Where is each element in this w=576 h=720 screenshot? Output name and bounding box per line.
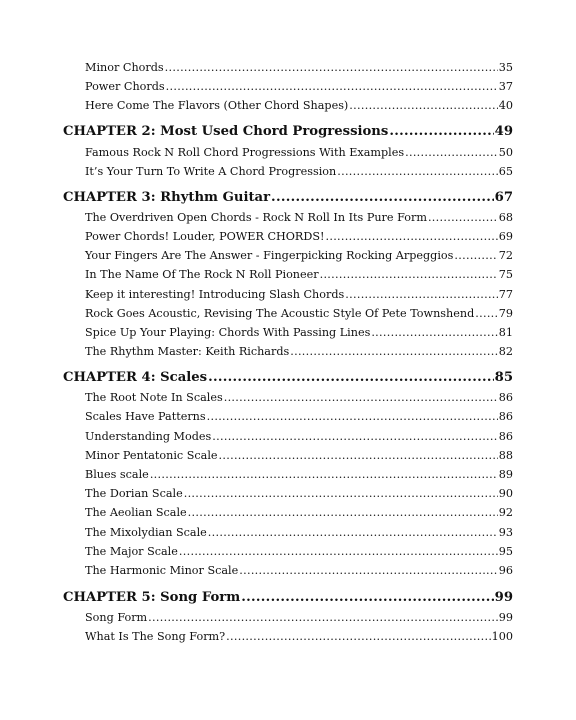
toc-title: The Root Note In Scales bbox=[85, 391, 223, 404]
toc-title: Minor Pentatonic Scale bbox=[85, 449, 218, 462]
toc-entry bbox=[85, 611, 513, 624]
dot-leader bbox=[371, 326, 497, 339]
dot-leader bbox=[320, 268, 498, 281]
toc-page-number: 89 bbox=[498, 468, 513, 481]
toc-title: CHAPTER 4: Scales bbox=[63, 370, 208, 385]
toc-entry bbox=[85, 307, 513, 320]
toc-entry bbox=[85, 61, 513, 74]
toc-title: Blues scale bbox=[85, 468, 149, 481]
toc-title: In The Name Of The Rock N Roll Pioneer bbox=[85, 268, 319, 281]
toc-entry bbox=[85, 526, 513, 539]
toc-entry bbox=[85, 430, 513, 443]
toc-entry bbox=[85, 80, 513, 93]
dot-leader bbox=[454, 249, 497, 262]
dot-leader bbox=[428, 211, 498, 224]
toc-title: It’s Your Turn To Write A Chord Progression bbox=[85, 165, 337, 178]
toc-page-number: 100 bbox=[491, 630, 513, 643]
dot-leader bbox=[208, 526, 498, 539]
dot-leader bbox=[224, 391, 498, 404]
toc-entry bbox=[85, 99, 513, 112]
dot-leader bbox=[337, 165, 498, 178]
toc-title: The Dorian Scale bbox=[85, 487, 183, 500]
toc-title: Keep it interesting! Introducing Slash Chords bbox=[85, 288, 345, 301]
toc-entry bbox=[85, 230, 513, 243]
dot-leader bbox=[208, 370, 494, 385]
dot-leader bbox=[325, 230, 497, 243]
toc-title: The Major Scale bbox=[85, 545, 178, 558]
toc-title: Rock Goes Acoustic, Revising The Acoustic Style Of Pete Townshend bbox=[85, 307, 475, 320]
toc-title: The Rhythm Master: Keith Richards bbox=[85, 345, 290, 358]
toc-entry bbox=[85, 487, 513, 500]
toc-title: Famous Rock N Roll Chord Progressions With Examples bbox=[85, 146, 405, 159]
toc-page-number: 40 bbox=[498, 99, 513, 112]
dot-leader bbox=[184, 487, 498, 500]
dot-leader bbox=[345, 288, 497, 301]
toc-chapter-heading bbox=[63, 370, 513, 385]
toc-page-number: 85 bbox=[494, 370, 513, 385]
toc-page-number: 86 bbox=[498, 391, 513, 404]
toc-entry bbox=[85, 249, 513, 262]
dot-leader bbox=[290, 345, 498, 358]
toc-entry bbox=[85, 630, 513, 643]
toc-title: Understanding Modes bbox=[85, 430, 212, 443]
toc-page-number: 69 bbox=[498, 230, 513, 243]
toc-title: The Overdriven Open Chords - Rock N Roll In Its Pure Form bbox=[85, 211, 427, 224]
toc-entry bbox=[85, 564, 513, 577]
toc-page-number: 49 bbox=[494, 124, 513, 139]
toc-title: The Mixolydian Scale bbox=[85, 526, 207, 539]
dot-leader bbox=[405, 146, 498, 159]
dot-leader bbox=[166, 80, 498, 93]
toc-page-number: 82 bbox=[498, 345, 513, 358]
toc-page-number: 37 bbox=[498, 80, 513, 93]
toc-title: Song Form bbox=[85, 611, 148, 624]
toc-page-number: 99 bbox=[498, 611, 513, 624]
toc-title: CHAPTER 5: Song Form bbox=[63, 590, 241, 605]
toc-entry bbox=[85, 391, 513, 404]
toc-entry bbox=[85, 211, 513, 224]
toc-title: The Aeolian Scale bbox=[85, 506, 187, 519]
dot-leader bbox=[165, 61, 498, 74]
toc-title: Minor Chords bbox=[85, 61, 164, 74]
toc-title: Here Come The Flavors (Other Chord Shapes) bbox=[85, 99, 349, 112]
toc-entry bbox=[85, 146, 513, 159]
toc-page-number: 92 bbox=[498, 506, 513, 519]
toc-page-number: 77 bbox=[498, 288, 513, 301]
dot-leader bbox=[239, 564, 498, 577]
dot-leader bbox=[241, 590, 493, 605]
toc-page-number: 95 bbox=[498, 545, 513, 558]
toc-page-number: 65 bbox=[498, 165, 513, 178]
toc-entry bbox=[85, 449, 513, 462]
toc-page-number: 50 bbox=[498, 146, 513, 159]
toc-page-number: 79 bbox=[498, 307, 513, 320]
dot-leader bbox=[226, 630, 490, 643]
toc-chapter-heading bbox=[63, 190, 513, 205]
toc-title: Power Chords! Louder, POWER CHORDS! bbox=[85, 230, 325, 243]
toc-entry bbox=[85, 165, 513, 178]
toc-title: Power Chords bbox=[85, 80, 165, 93]
toc-page-number: 75 bbox=[498, 268, 513, 281]
dot-leader bbox=[389, 124, 493, 139]
toc-page-number: 86 bbox=[498, 410, 513, 423]
toc-page-number: 93 bbox=[498, 526, 513, 539]
toc-entry bbox=[85, 288, 513, 301]
toc-entry bbox=[85, 410, 513, 423]
toc-page-number: 35 bbox=[498, 61, 513, 74]
dot-leader bbox=[150, 468, 498, 481]
toc-title: Scales Have Patterns bbox=[85, 410, 206, 423]
toc-page-number: 81 bbox=[498, 326, 513, 339]
toc-page-number: 96 bbox=[498, 564, 513, 577]
toc-chapter-heading bbox=[63, 590, 513, 605]
dot-leader bbox=[188, 506, 498, 519]
toc-entry bbox=[85, 345, 513, 358]
toc-entry bbox=[85, 268, 513, 281]
dot-leader bbox=[219, 449, 498, 462]
toc-title: Your Fingers Are The Answer - Fingerpicking Rocking Arpeggios bbox=[85, 249, 454, 262]
toc-page-number: 72 bbox=[498, 249, 513, 262]
toc-page-number: 86 bbox=[498, 430, 513, 443]
toc-page-number: 88 bbox=[498, 449, 513, 462]
dot-leader bbox=[349, 99, 497, 112]
toc-page-number: 67 bbox=[494, 190, 513, 205]
toc-title: Spice Up Your Playing: Chords With Passing Lines bbox=[85, 326, 371, 339]
dot-leader bbox=[271, 190, 494, 205]
toc-entry bbox=[85, 506, 513, 519]
toc-title: CHAPTER 2: Most Used Chord Progressions bbox=[63, 124, 389, 139]
dot-leader bbox=[212, 430, 497, 443]
toc-title: What Is The Song Form? bbox=[85, 630, 226, 643]
dot-leader bbox=[207, 410, 498, 423]
toc-page-number: 90 bbox=[498, 487, 513, 500]
toc-page-number: 99 bbox=[494, 590, 513, 605]
toc-chapter-heading bbox=[63, 124, 513, 139]
toc-page-number: 68 bbox=[498, 211, 513, 224]
dot-leader bbox=[179, 545, 498, 558]
toc-entry bbox=[85, 326, 513, 339]
toc-title: The Harmonic Minor Scale bbox=[85, 564, 239, 577]
toc-entry bbox=[85, 545, 513, 558]
toc-entry bbox=[85, 468, 513, 481]
dot-leader bbox=[475, 307, 498, 320]
toc-title: CHAPTER 3: Rhythm Guitar bbox=[63, 190, 271, 205]
dot-leader bbox=[148, 611, 498, 624]
